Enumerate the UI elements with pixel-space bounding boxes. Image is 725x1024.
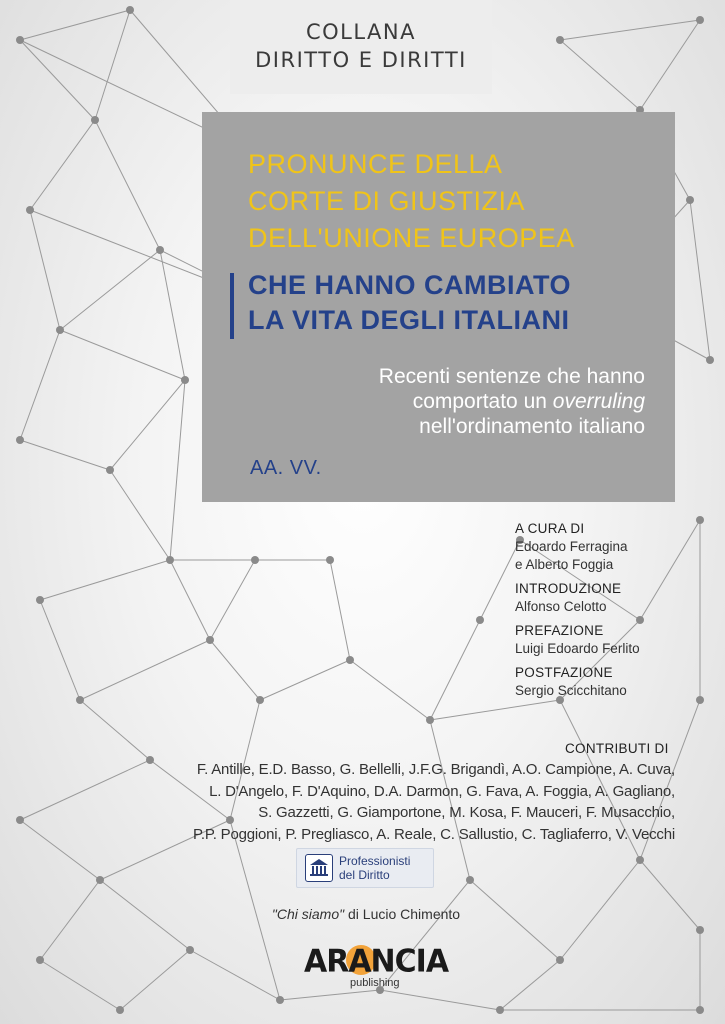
badge-text (339, 854, 410, 882)
network-link (640, 860, 700, 930)
publisher-sub: publishing (350, 977, 400, 989)
network-node (426, 716, 434, 724)
network-node (36, 956, 44, 964)
network-link (690, 200, 710, 360)
network-link (170, 380, 185, 560)
credit-role: A CURA DI (515, 521, 585, 536)
publisher-logo (300, 943, 449, 994)
credit-preface (515, 622, 675, 658)
network-node (556, 956, 564, 964)
badge-line: Professionisti (339, 854, 411, 868)
network-node (696, 926, 704, 934)
subtitle (379, 364, 645, 439)
network-link (100, 880, 190, 950)
network-link (350, 660, 430, 720)
network-link (500, 960, 560, 1010)
professionisti-badge (296, 848, 434, 888)
network-node (686, 196, 694, 204)
network-node (476, 616, 484, 624)
network-node (106, 466, 114, 474)
network-node (256, 696, 264, 704)
network-node (16, 816, 24, 824)
contributors-line: L. D'Angelo, F. D'Aquino, D.A. Darmon, G. Fava, A. Foggia, A. Gagliano, (209, 782, 675, 800)
network-node (696, 16, 704, 24)
network-link (30, 120, 95, 210)
network-link (30, 210, 60, 330)
network-node (326, 556, 334, 564)
contributors-list (75, 759, 675, 845)
network-node (251, 556, 259, 564)
network-link (470, 880, 560, 960)
title-line: PRONUNCE DELLA (248, 149, 503, 179)
network-link (20, 40, 95, 120)
network-node (16, 436, 24, 444)
network-link (40, 880, 100, 960)
network-node (116, 1006, 124, 1014)
credit-intro (515, 580, 675, 616)
chi-siamo (271, 906, 461, 922)
network-node (56, 326, 64, 334)
contributors-line: S. Gazzetti, G. Giamportone, M. Kosa, F. Mauceri, F. Musacchio, (258, 804, 675, 821)
title-blue (248, 268, 668, 338)
credit-role: POSTFAZIONE (515, 665, 613, 680)
network-link (95, 10, 130, 120)
network-node (16, 36, 24, 44)
network-node (36, 596, 44, 604)
network-node (166, 556, 174, 564)
chi-siamo-title: "Chi siamo" (271, 906, 345, 922)
credit-name: Edoardo Ferragina (515, 539, 628, 554)
subtitle-line: nell'ordinamento italiano (419, 415, 645, 438)
credit-role: INTRODUZIONE (515, 581, 622, 596)
network-link (480, 540, 520, 620)
network-node (91, 116, 99, 124)
network-link (330, 560, 350, 660)
network-node (126, 6, 134, 14)
contributors-label: CONTRIBUTI DI (565, 741, 669, 756)
network-link (80, 700, 150, 760)
network-link (210, 640, 260, 700)
credit-name: Sergio Scicchitano (515, 683, 627, 698)
network-link (560, 860, 640, 960)
subtitle-emphasis: overruling (552, 390, 645, 413)
title-line: DELL'UNIONE EUROPEA (248, 223, 575, 253)
network-link (40, 960, 120, 1010)
network-link (40, 600, 80, 700)
title-line: LA VITA DEGLI ITALIANI (248, 305, 570, 335)
contributors-line: P.P. Poggioni, P. Pregliasco, A. Reale, C. Sallustio, C. Tagliaferro, V. Vecchi (193, 825, 675, 843)
publisher-wordmark: ARANCIA (304, 943, 449, 980)
subtitle-text: comportato un (412, 390, 553, 413)
network-link (430, 620, 480, 720)
network-node (156, 246, 164, 254)
network-link (110, 470, 170, 560)
network-node (276, 996, 284, 1004)
network-link (95, 120, 160, 250)
network-node (206, 636, 214, 644)
network-link (60, 250, 160, 330)
network-link (40, 560, 170, 600)
credit-postface (515, 664, 675, 700)
accent-bar (230, 273, 234, 339)
network-link (210, 560, 255, 640)
network-link (20, 10, 130, 40)
network-link (190, 950, 280, 1000)
courthouse-icon (305, 854, 333, 882)
network-node (181, 376, 189, 384)
network-node (706, 356, 714, 364)
network-link (260, 660, 350, 700)
subtitle-line (379, 389, 645, 414)
authors: AA. VV. (250, 457, 322, 479)
network-link (60, 330, 185, 380)
series-name: DIRITTO E DIRITTI (255, 48, 467, 72)
network-node (186, 946, 194, 954)
credit-role: PREFAZIONE (515, 623, 604, 638)
network-node (466, 876, 474, 884)
network-link (20, 330, 60, 440)
credit-curated (515, 520, 675, 574)
series-label: COLLANA (305, 20, 416, 44)
series-box (230, 0, 492, 94)
network-node (696, 1006, 704, 1014)
title-box (202, 112, 675, 502)
network-node (346, 656, 354, 664)
network-node (496, 1006, 504, 1014)
network-node (26, 206, 34, 214)
credit-name: Luigi Edoardo Ferlito (515, 641, 640, 656)
credits (515, 520, 675, 706)
network-node (696, 516, 704, 524)
network-link (120, 950, 190, 1010)
credit-name: e Alberto Foggia (515, 557, 614, 572)
subtitle-line: Recenti sentenze che hanno (378, 365, 645, 388)
network-link (80, 640, 210, 700)
network-link (560, 40, 640, 110)
title-yellow (248, 146, 668, 257)
network-link (110, 380, 185, 470)
title-line: CHE HANNO CAMBIATO (248, 270, 571, 300)
network-link (640, 20, 700, 110)
network-node (636, 856, 644, 864)
title-line: CORTE DI GIUSTIZIA (248, 186, 526, 216)
credit-name: Alfonso Celotto (515, 599, 607, 614)
network-link (560, 20, 700, 40)
network-link (20, 440, 110, 470)
chi-siamo-author: di Lucio Chimento (344, 906, 461, 922)
network-link (170, 560, 210, 640)
badge-line: del Diritto (339, 868, 390, 882)
network-node (96, 876, 104, 884)
network-node (696, 696, 704, 704)
network-node (556, 36, 564, 44)
contributors-line: F. Antille, E.D. Basso, G. Bellelli, J.F.G. Brigandì, A.O. Campione, A. Cuva, (196, 761, 675, 778)
network-node (76, 696, 84, 704)
